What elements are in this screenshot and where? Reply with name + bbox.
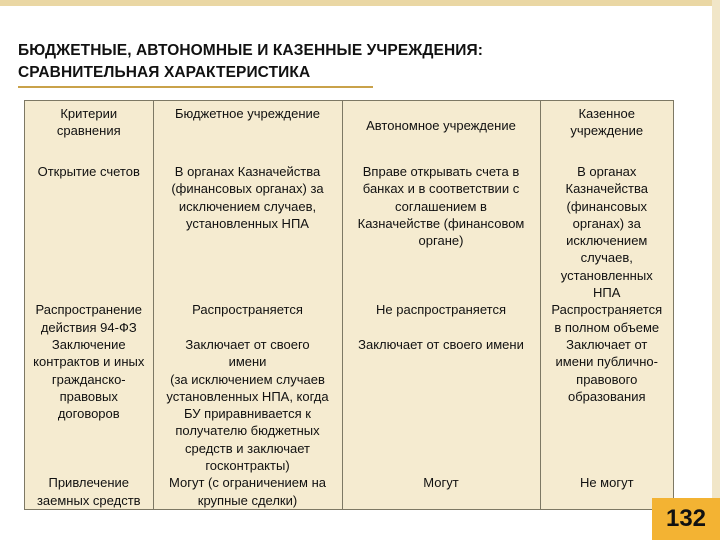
page-title xyxy=(18,40,658,84)
page-number-badge: 132 xyxy=(652,498,720,540)
table-row xyxy=(25,301,673,336)
state-cell: В органах Казначейства (финансовых органах) за исключением случаев, установленных НПА xyxy=(560,164,653,301)
table-row xyxy=(25,474,673,509)
criterion-cell: Привлечение заемных средств xyxy=(25,474,153,509)
table-header-row xyxy=(25,101,673,163)
right-decoration-bar xyxy=(712,0,720,540)
title-line-2: СРАВНИТЕЛЬНАЯ ХАРАКТЕРИСТИКА xyxy=(18,64,311,81)
budget-cell: В органах Казначейства (финансовых органах) за исключением случаев, установленных НПА xyxy=(153,163,342,301)
table-row xyxy=(25,336,673,474)
title-underline xyxy=(18,86,373,88)
autonomous-cell: Не распространяется xyxy=(342,301,540,336)
table-row xyxy=(25,163,673,301)
autonomous-cell: Могут xyxy=(342,474,540,509)
top-decoration-bar xyxy=(0,0,720,6)
budget-cell: Могут (с ограничением на крупные сделки) xyxy=(153,474,342,509)
budget-cell: Распространяется xyxy=(153,301,342,336)
header-autonomous-institution: Автономное учреждение xyxy=(342,101,540,163)
autonomous-cell: Заключает от своего имени xyxy=(342,336,540,474)
criterion-cell: Заключение контрактов и иных гражданско- правовых договоров xyxy=(25,336,153,474)
comparison-table xyxy=(24,100,674,510)
criterion-cell: Распространение действия 94-ФЗ xyxy=(25,301,153,336)
state-cell: Заключает от имени публично- правового образования xyxy=(555,336,658,404)
header-budget-institution: Бюджетное учреждение xyxy=(153,101,342,163)
state-cell: Не могут xyxy=(579,475,634,491)
title-line-1: БЮДЖЕТНЫЕ, АВТОНОМНЫЕ И КАЗЕННЫЕ УЧРЕЖДЕНИЯ: xyxy=(18,42,484,59)
header-criteria: Критерии сравнения xyxy=(25,101,153,163)
autonomous-cell: Вправе открывать счета в банках и в соответствии с соглашением в Казначействе (финансовом органе) xyxy=(342,163,540,301)
budget-cell: Заключает от своего имени (за исключением случаев установленных НПА, когда БУ приравнивается к получателю бюджетных средств и заключает госконтракты) xyxy=(153,336,342,474)
criterion-cell: Открытие счетов xyxy=(25,163,153,301)
header-state-institution: Казенное учреждение xyxy=(570,106,644,139)
state-cell: Распространяется в полном объеме xyxy=(551,302,663,335)
